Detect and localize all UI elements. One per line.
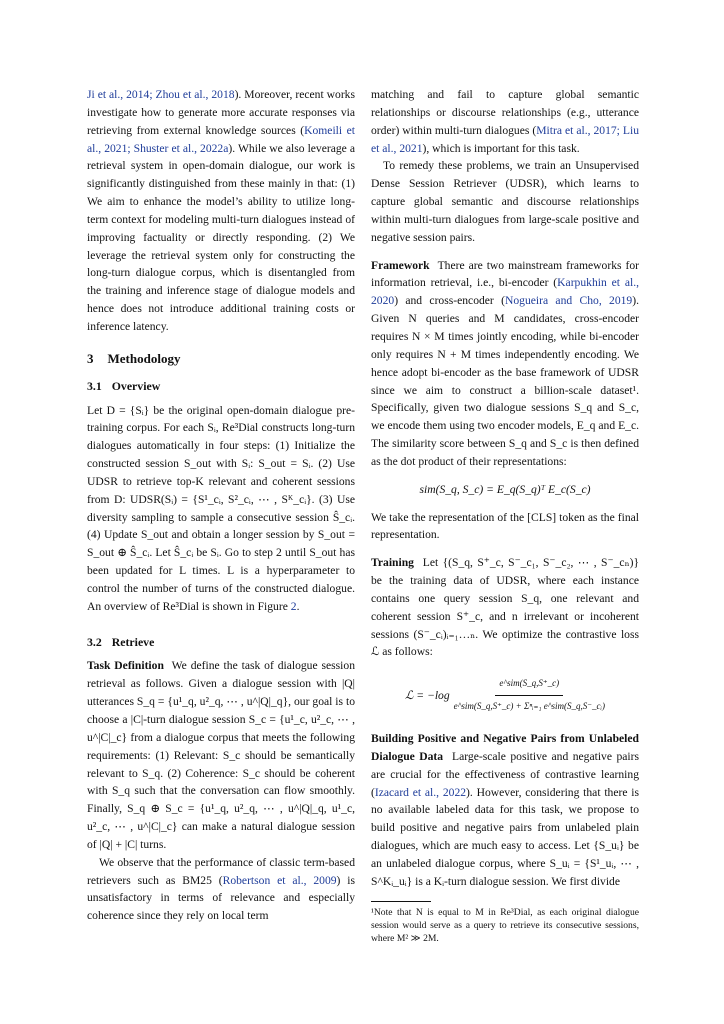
footnote-rule	[371, 901, 431, 902]
right-column	[371, 86, 639, 945]
observe-paragraph: We observe that the performance of classic term-based retrievers such as BM25 (Robertson et al., 2009) is unsatisfactory in terms of relevance and especially coherence since they rely on local term	[87, 855, 355, 923]
footnote: ¹Note that N is equal to M in Re³Dial, as each original dialogue session would serve as a query to retrieve its consecutive sessions, where M² ≫ 2M.	[371, 906, 639, 944]
section-heading: 3 Methodology	[87, 350, 181, 366]
remedy-paragraph: To remedy these problems, we train an Unsupervised Dense Session Retriever (UDSR), which learns to capture global semantic and discourse relationships within multi-turn dialogues from large-scale positive and negative session pairs.	[371, 159, 639, 244]
continued-paragraph: matching and fail to capture global semantic relationships or discourse relationships (e.g., utterance order) within multi-turn dialogues (Mitra et al., 2017; Liu et al., 2021), which is important for this task.	[371, 88, 639, 155]
loss-equation: ℒ = −log $\frac{\text{e\textasciicircum{}sim(S\_q,S⁺\_c)}}{\text{e\textasciicircum{}sim(S\_q,S⁺\_c) + Σⁿᵢ₌₁ e\textasciicircum{}sim(S\_q,S⁻\_cᵢ)}}$	[371, 675, 639, 716]
citation[interactable]: Karpukhin et al., 2020	[371, 276, 639, 308]
overview-paragraph: Let D = {Sᵢ} be the original open-domain dialogue pre-training corpus. For each Sᵢ, Re³Dial constructs long-turn dialogues automatically in four steps: (1) Initialize the constructed session S_out with Sᵢ: S_out = Sᵢ. (2) Use UDSR to retrieve top-K relevant and coherent sessions from D: UDSR(Sᵢ) = {S¹_cᵢ, S²_cᵢ, ⋯ , Sᴷ_cᵢ}. (3) Use diversity sampling to sample a consecutive session Ŝ_cᵢ. (4) Update S_out and obtain a longer session by S_out = S_out ⊕ Ŝ_cᵢ. Let Ŝ_cᵢ be Sᵢ. Go to step 2 until S_out has been updated for L times. L is a hyperparameter to control the number of turns of the constructed dialogue. An overview of Re³Dial is shown in Figure 2.	[87, 403, 355, 613]
task-definition-paragraph: Task Definition We define the task of dialogue session retrieval as follows. Given a dialogue session with |Q| utterances S_q = {u¹_q, u²_q, ⋯ , u^|Q|_q}, our goal is to choose a |C|-turn dialogue session S_c = {u¹_c, u²_c, ⋯ , u^|C|_c} from a dialogue corpus that meets the following requirements: (1) Relevant: S_c should be semantically relevant to S_q. (2) Coherence: S_c should be coherent with S_q such that the conversation can flow smoothly. Finally, S_q ⊕ S_c = {u¹_q, u²_q, ⋯ , u^|Q|_q, u¹_c, u²_c, ⋯ , u^|C|_c} can make a natural dialogue session of |Q| + |C| turns.	[87, 659, 356, 851]
citation[interactable]: Mitra et al., 2017; Liu et al., 2021	[371, 123, 639, 155]
building-pairs-paragraph: Building Positive and Negative Pairs from Unlabeled Dialogue Data Large-scale positive and negative pairs are crucial for the effectiveness of contrastive learning (Izacard et al., 2022). However, considering that there is no available labeled data for this task, we propose to build positive and negative pairs from unlabeled plain dialogues, which are much easy to access. Let {S_uᵢ} be an unlabeled dialogue corpus, where S_uᵢ = {S¹_uᵢ, ⋯ , S^Kᵢ_uᵢ} is a Kᵢ-turn dialogue session. We first divide	[371, 732, 640, 888]
citation[interactable]: Robertson et al., 2009	[222, 873, 337, 887]
citation[interactable]: Komeili et al., 2021; Shuster et al., 2022a	[87, 123, 356, 155]
similarity-equation: sim(S_q, S_c) = E_q(S_q)ᵀ E_c(S_c)	[419, 482, 591, 496]
citation[interactable]: Nogueira and Cho, 2019	[504, 294, 633, 308]
left-column	[87, 86, 355, 925]
intro-paragraph: Ji et al., 2014; Zhou et al., 2018). Moreover, recent works investigate how to generate more accurate responses via retrieving from external knowledge sources (Komeili et al., 2021; Shuster et al., 2022a). While we also leverage a retrieval system in open-domain dialogue, our work is significantly distinguished from these mainly in that: (1) We aim to enhance the model’s ability to utilize long-term context for modeling multi-turn dialogues instead of improving factuality or directly responding. (2) We leverage the retrieval system only for constructing the long-turn dialogue corpus, which is disentangled from the training and inference stage of dialogue models and hence does not introduce additional training costs or inference latency.	[87, 88, 356, 333]
cls-paragraph: We take the representation of the [CLS] token as the final representation.	[371, 510, 639, 542]
subsection-heading-retrieve: 3.2 Retrieve	[87, 634, 155, 649]
citation[interactable]: Izacard et al., 2022	[374, 785, 467, 799]
figure-reference[interactable]: 2	[290, 599, 297, 613]
subsection-heading-overview: 3.1 Overview	[87, 378, 161, 393]
framework-paragraph: Framework There are two mainstream frameworks for information retrieval, i.e., bi-encoder (Karpukhin et al., 2020) and cross-encoder (Nogueira and Cho, 2019). Given N queries and M candidates, cross-encoder requires N × M times jointly encoding, while bi-encoder only requires N + M times independently encoding. We hence adopt bi-encoder as the base framework of UDSR since we aim to construct a billion-scale dataset¹. Specifically, given two dialogue sessions S_q and S_c, we encode them using two encoder models, E_q and E_c. The similarity score between S_q and S_c is then defined as the dot product of their representations:	[371, 258, 640, 468]
training-paragraph: Training Let {(S_q, S⁺_c, S⁻_c₁, S⁻_c₂, ⋯ , S⁻_cₙ)} be the training data of UDSR, where each instance contains one query session S_q, one relevant and coherent session S⁺_c, and n irrelevant or incoherent sessions (S⁻_cᵢ)ᵢ₌₁…ₙ. We optimize the contrastive loss ℒ as follows:	[371, 556, 640, 659]
citation[interactable]: Ji et al., 2014; Zhou et al., 2018	[87, 88, 235, 101]
